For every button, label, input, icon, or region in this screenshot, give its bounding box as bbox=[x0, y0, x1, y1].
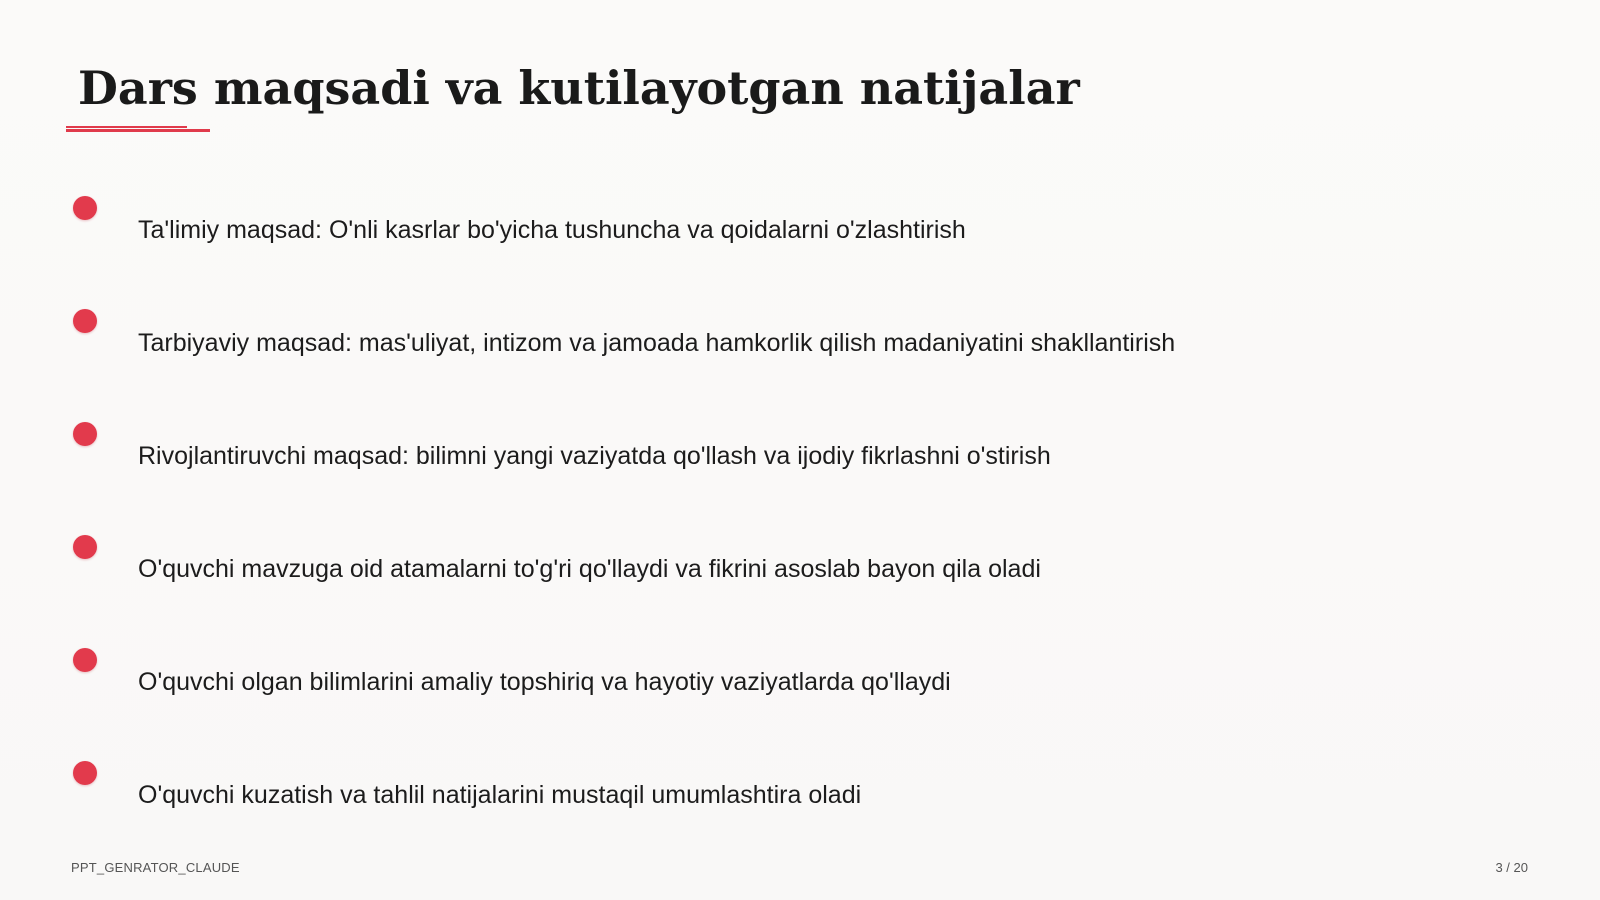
bullet-text: Tarbiyaviy maqsad: mas'uliyat, intizom va jamoada hamkorlik qilish madaniyatini shakllantirish bbox=[138, 329, 1176, 357]
bullet-item-1 bbox=[72, 196, 1532, 256]
bullet-item-4 bbox=[72, 535, 1532, 595]
bullet-dot-icon bbox=[73, 422, 97, 446]
footer-source-label: PPT_GENRATOR_CLAUDE bbox=[71, 860, 240, 875]
bullet-item-2 bbox=[72, 309, 1532, 369]
bullet-dot-icon bbox=[73, 196, 97, 220]
title-underline-bottom bbox=[66, 129, 210, 132]
bullet-dot-icon bbox=[73, 535, 97, 559]
slide-title: Dars maqsadi va kutilayotgan natijalar bbox=[78, 61, 1080, 115]
bullet-text: Ta'limiy maqsad: O'nli kasrlar bo'yicha tushuncha va qoidalarni o'zlashtirish bbox=[138, 216, 966, 244]
bullet-text: Rivojlantiruvchi maqsad: bilimni yangi vaziyatda qo'llash va ijodiy fikrlashni o'stirish bbox=[138, 442, 1051, 470]
bullet-text: O'quvchi mavzuga oid atamalarni to'g'ri qo'llaydi va fikrini asoslab bayon qila oladi bbox=[138, 555, 1041, 583]
title-underline-top bbox=[66, 126, 187, 128]
bullet-item-3 bbox=[72, 422, 1532, 482]
bullet-text: O'quvchi olgan bilimlarini amaliy topshiriq va hayotiy vaziyatlarda qo'llaydi bbox=[138, 668, 951, 696]
bullet-dot-icon bbox=[73, 761, 97, 785]
bullet-dot-icon bbox=[73, 309, 97, 333]
title-underline bbox=[66, 126, 210, 131]
bullet-dot-icon bbox=[73, 648, 97, 672]
bullet-item-5 bbox=[72, 648, 1532, 708]
page-indicator: 3 / 20 bbox=[1495, 860, 1528, 875]
bullet-item-6 bbox=[72, 761, 1532, 821]
bullet-text: O'quvchi kuzatish va tahlil natijalarini mustaqil umumlashtira oladi bbox=[138, 781, 862, 809]
